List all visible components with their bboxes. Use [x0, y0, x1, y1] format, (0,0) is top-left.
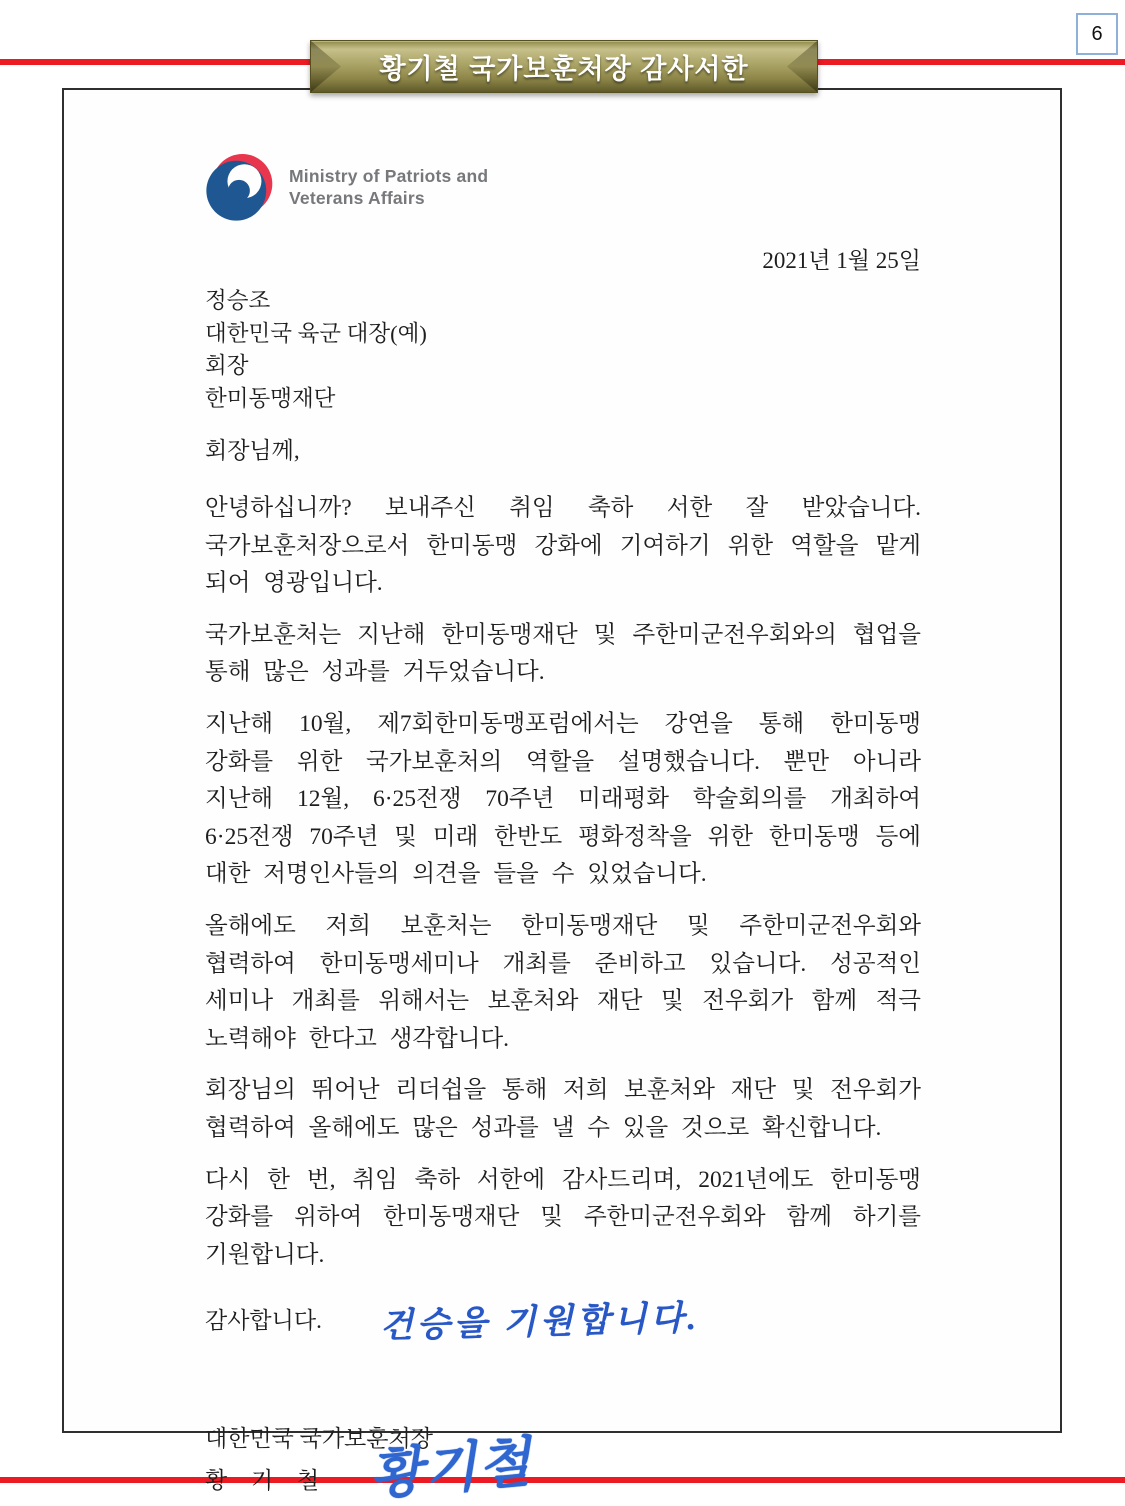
letterhead [205, 154, 921, 226]
closing-row [205, 1294, 921, 1346]
ministry-name-line1: Ministry of Patriots and [289, 166, 489, 186]
closing-thanks: 감사합니다. [205, 1308, 322, 1334]
recipient-rank: 대한민국 육군 대장(예) [205, 320, 427, 346]
signer-title: 대한민국 국가보훈처장 [205, 1426, 433, 1452]
ministry-name-line2: Veterans Affairs [289, 188, 425, 208]
page-number-box [1076, 13, 1118, 55]
recipient-position: 회장 [205, 353, 249, 378]
title-banner [310, 40, 818, 93]
letter-paragraph: 올해에도 저희 보훈처는 한미동맹재단 및 주한미군전우회와 협력하여 한미동맹세미나 개최를 준비하고 있습니다. 성공적인 세미나 개최를 위해서는 보훈처와 재단 및 전우회가 함께 적극 노력해야 한다고 생각합니다. [205, 912, 921, 1052]
handwritten-signature: 황기철 [367, 1432, 535, 1506]
letter-paragraph: 회장님의 뛰어난 리더쉽을 통해 저희 보훈처와 재단 및 전우회가 협력하여 올해에도 많은 성과를 낼 수 있을 것으로 확신합니다. [205, 1077, 921, 1141]
ministry-name [289, 154, 488, 209]
handwritten-note: 건승을 기원합니다. [379, 1300, 701, 1346]
letter-content [64, 90, 1060, 1506]
salutation: 회장님께, [205, 438, 300, 463]
signer-name: 황 기 철 [205, 1468, 329, 1494]
recipient-block [205, 285, 921, 415]
page-number: 6 [1091, 22, 1103, 45]
letter-date: 2021년 1월 25일 [762, 248, 921, 273]
letter-paragraph: 안녕하십니까? 보내주신 취임 축하 서한 잘 받았습니다. 국가보훈처장으로서 한미동맹 강화에 기여하기 위한 역할을 맡게 되어 영광입니다. [205, 495, 921, 597]
letter-frame [62, 88, 1062, 1506]
letter-paragraph: 다시 한 번, 취임 축하 서한에 감사드리며, 2021년에도 한미동맹 강화를 위하여 한미동맹재단 및 주한미군전우회와 함께 하기를 기원합니다. [205, 1166, 921, 1268]
recipient-organization: 한미동맹재단 [205, 385, 336, 411]
letter-paragraph: 지난해 10월, 제7회한미동맹포럼에서는 강연을 통해 한미동맹 강화를 위한 국가보훈처의 역할을 설명했습니다. 뿐만 아니라 지난해 12월, 6·25전쟁 70주년 미래평화 학술회의를 개최하여 6·25전쟁 70주년 및 미래 한반도 평화정착을 위한 한미동맹 등에 대한 저명인사들의 의견을 들을 수 있었습니다. [205, 710, 921, 888]
recipient-name: 정승조 [205, 288, 271, 313]
signature-block [205, 1421, 921, 1506]
letter-paragraph: 국가보훈처는 지난해 한미동맹재단 및 주한미군전우회와의 협업을 통해 많은 성과를 거두었습니다. [205, 621, 921, 686]
page-title: 황기철 국가보훈처장 감사서한 [379, 54, 749, 84]
mpva-taegeuk-logo-icon [205, 154, 273, 222]
